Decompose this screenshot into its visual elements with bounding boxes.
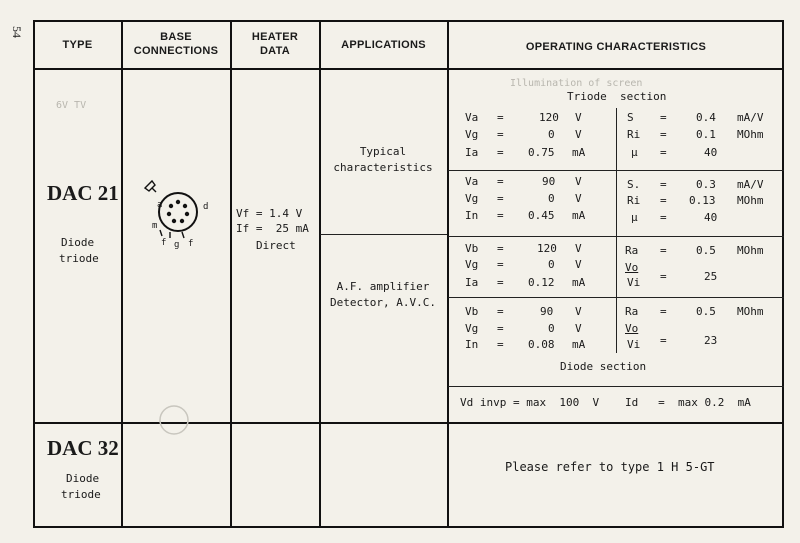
tube-desc-line: Diode bbox=[61, 236, 95, 249]
tube-desc-line: triode bbox=[59, 252, 99, 265]
header-divider bbox=[33, 68, 784, 70]
header-applications: APPLICATIONS bbox=[341, 39, 426, 51]
param-unit: V bbox=[575, 192, 582, 205]
ratio-numerator: Vo bbox=[625, 322, 639, 335]
param-symbol: In bbox=[465, 209, 479, 222]
param-eq: = bbox=[497, 209, 504, 222]
param-symbol: Ia bbox=[465, 276, 479, 289]
ratio-numerator: Vo bbox=[625, 261, 639, 274]
param-eq: = bbox=[497, 258, 504, 271]
param-eq: = bbox=[497, 128, 504, 141]
param-symbol: S. bbox=[627, 178, 641, 191]
tube-desc-line: Diode bbox=[66, 472, 100, 485]
param-unit: MOhm bbox=[737, 305, 764, 318]
param-symbol: Vg bbox=[465, 192, 479, 205]
diode-id: Id = max 0.2 mA bbox=[625, 396, 751, 409]
param-unit: V bbox=[575, 175, 582, 188]
ratio-denominator: Vi bbox=[627, 276, 641, 289]
param-value: 0.3 bbox=[696, 178, 716, 191]
param-eq: = bbox=[497, 338, 504, 351]
tube-desc-line: triode bbox=[61, 488, 101, 501]
param-eq: = bbox=[660, 244, 667, 257]
param-value: 40 bbox=[704, 146, 718, 159]
param-symbol: μ bbox=[631, 211, 638, 224]
param-value: 0.08 bbox=[528, 338, 555, 351]
param-symbol: Ra bbox=[625, 305, 639, 318]
param-unit: V bbox=[575, 242, 582, 255]
param-eq: = bbox=[497, 305, 504, 318]
pin-label: g bbox=[174, 240, 180, 250]
param-eq: = bbox=[497, 322, 504, 335]
param-symbol: Ia bbox=[465, 146, 479, 159]
pin-label: a bbox=[157, 200, 163, 210]
param-unit: V bbox=[575, 111, 582, 124]
application-typical: characteristics bbox=[333, 161, 433, 174]
param-eq: = bbox=[497, 242, 504, 255]
header-type: TYPE bbox=[62, 39, 93, 51]
header-heater-data: HEATER DATA bbox=[251, 31, 299, 57]
param-value: 0.1 bbox=[696, 128, 716, 141]
param-symbol: μ bbox=[631, 146, 638, 159]
base-connection-diagram-faint bbox=[150, 400, 200, 440]
param-symbol: Vb bbox=[465, 305, 479, 318]
param-unit: V bbox=[575, 128, 582, 141]
param-eq: = bbox=[660, 146, 667, 159]
param-eq: = bbox=[660, 194, 667, 207]
param-eq: = bbox=[497, 276, 504, 289]
param-unit: mA bbox=[572, 338, 586, 351]
param-symbol: Vb bbox=[465, 242, 479, 255]
page-number: 54 bbox=[10, 26, 24, 38]
param-value: 0.75 bbox=[528, 146, 555, 159]
application-af: A.F. amplifier bbox=[336, 280, 430, 293]
param-unit: mA bbox=[572, 209, 586, 222]
heater-type: Direct bbox=[256, 239, 296, 252]
param-value: 0 bbox=[548, 192, 555, 205]
param-symbol: Ra bbox=[625, 244, 639, 257]
param-unit: mA bbox=[572, 146, 586, 159]
param-eq: = bbox=[660, 178, 667, 191]
param-eq: = bbox=[660, 305, 667, 318]
header-operating-characteristics: OPERATING CHARACTERISTICS bbox=[525, 41, 707, 53]
param-unit: MOhm bbox=[737, 244, 764, 257]
param-symbol: S bbox=[627, 111, 634, 124]
param-value: 90 bbox=[540, 305, 554, 318]
heater-if: If = 25 mA bbox=[236, 222, 309, 235]
param-eq: = bbox=[660, 270, 667, 283]
param-symbol: Vg bbox=[465, 258, 479, 271]
diode-vd: Vd invp = max 100 V bbox=[460, 396, 600, 409]
param-unit: MOhm bbox=[737, 194, 764, 207]
param-value: 0.5 bbox=[696, 305, 716, 318]
param-value: 0 bbox=[548, 128, 555, 141]
param-eq: = bbox=[660, 128, 667, 141]
param-unit: V bbox=[575, 258, 582, 271]
param-symbol: In bbox=[465, 338, 479, 351]
block-mid-divider bbox=[616, 108, 617, 353]
param-unit: MOhm bbox=[737, 128, 764, 141]
param-value: 0.12 bbox=[528, 276, 555, 289]
param-symbol: Va bbox=[465, 175, 479, 188]
param-value: 0 bbox=[548, 322, 555, 335]
tube-type-dac21: DAC 21 bbox=[47, 181, 119, 205]
param-symbol: Vg bbox=[465, 128, 479, 141]
pin-label: f bbox=[188, 239, 194, 249]
param-eq: = bbox=[497, 175, 504, 188]
diode-section-label: Diode section bbox=[560, 360, 647, 373]
param-eq: = bbox=[497, 146, 504, 159]
header-base-connections: BASE CONNECTIONS bbox=[133, 31, 219, 57]
col-divider bbox=[230, 20, 232, 528]
refer-note: Please refer to type 1 H 5-GT bbox=[505, 460, 715, 474]
param-value: 120 bbox=[539, 111, 559, 124]
param-eq: = bbox=[660, 211, 667, 224]
param-value: 23 bbox=[704, 334, 718, 347]
param-value: 0.5 bbox=[696, 244, 716, 257]
col-divider bbox=[121, 20, 123, 528]
heater-vf: Vf = 1.4 V bbox=[236, 207, 303, 220]
param-value: 0.13 bbox=[689, 194, 716, 207]
row-divider bbox=[33, 422, 784, 424]
param-value: 90 bbox=[542, 175, 556, 188]
param-unit: V bbox=[575, 322, 582, 335]
param-unit: V bbox=[575, 305, 582, 318]
base-connection-diagram bbox=[140, 176, 220, 256]
ratio-denominator: Vi bbox=[627, 338, 641, 351]
application-af: Detector, A.V.C. bbox=[330, 296, 436, 309]
bleed-through: 6V TV bbox=[56, 100, 87, 111]
tube-type-dac32: DAC 32 bbox=[47, 436, 119, 460]
application-typical: Typical bbox=[359, 145, 407, 158]
param-value: 120 bbox=[537, 242, 557, 255]
param-symbol: Vg bbox=[465, 322, 479, 335]
param-value: 40 bbox=[704, 211, 718, 224]
param-symbol: Ri bbox=[627, 194, 641, 207]
applications-divider bbox=[320, 234, 447, 235]
tube-data-table bbox=[33, 20, 784, 528]
param-eq: = bbox=[497, 192, 504, 205]
pin-label: d bbox=[203, 202, 209, 212]
param-unit: mA/V bbox=[737, 111, 764, 124]
pin-label: f bbox=[161, 238, 167, 248]
block-divider bbox=[448, 386, 784, 387]
param-unit: mA/V bbox=[737, 178, 764, 191]
param-symbol: Va bbox=[465, 111, 479, 124]
col-divider bbox=[319, 20, 321, 528]
param-eq: = bbox=[660, 334, 667, 347]
triode-section-label: Triode section bbox=[567, 90, 667, 103]
param-value: 0.4 bbox=[696, 111, 716, 124]
col-divider bbox=[447, 20, 449, 528]
param-unit: mA bbox=[572, 276, 586, 289]
pin-label: m bbox=[152, 221, 158, 231]
param-value: 0 bbox=[548, 258, 555, 271]
param-value: 25 bbox=[704, 270, 718, 283]
param-eq: = bbox=[497, 111, 504, 124]
param-eq: = bbox=[660, 111, 667, 124]
bleed-through: Illumination of screen bbox=[510, 78, 643, 89]
param-value: 0.45 bbox=[528, 209, 555, 222]
param-symbol: Ri bbox=[627, 128, 641, 141]
